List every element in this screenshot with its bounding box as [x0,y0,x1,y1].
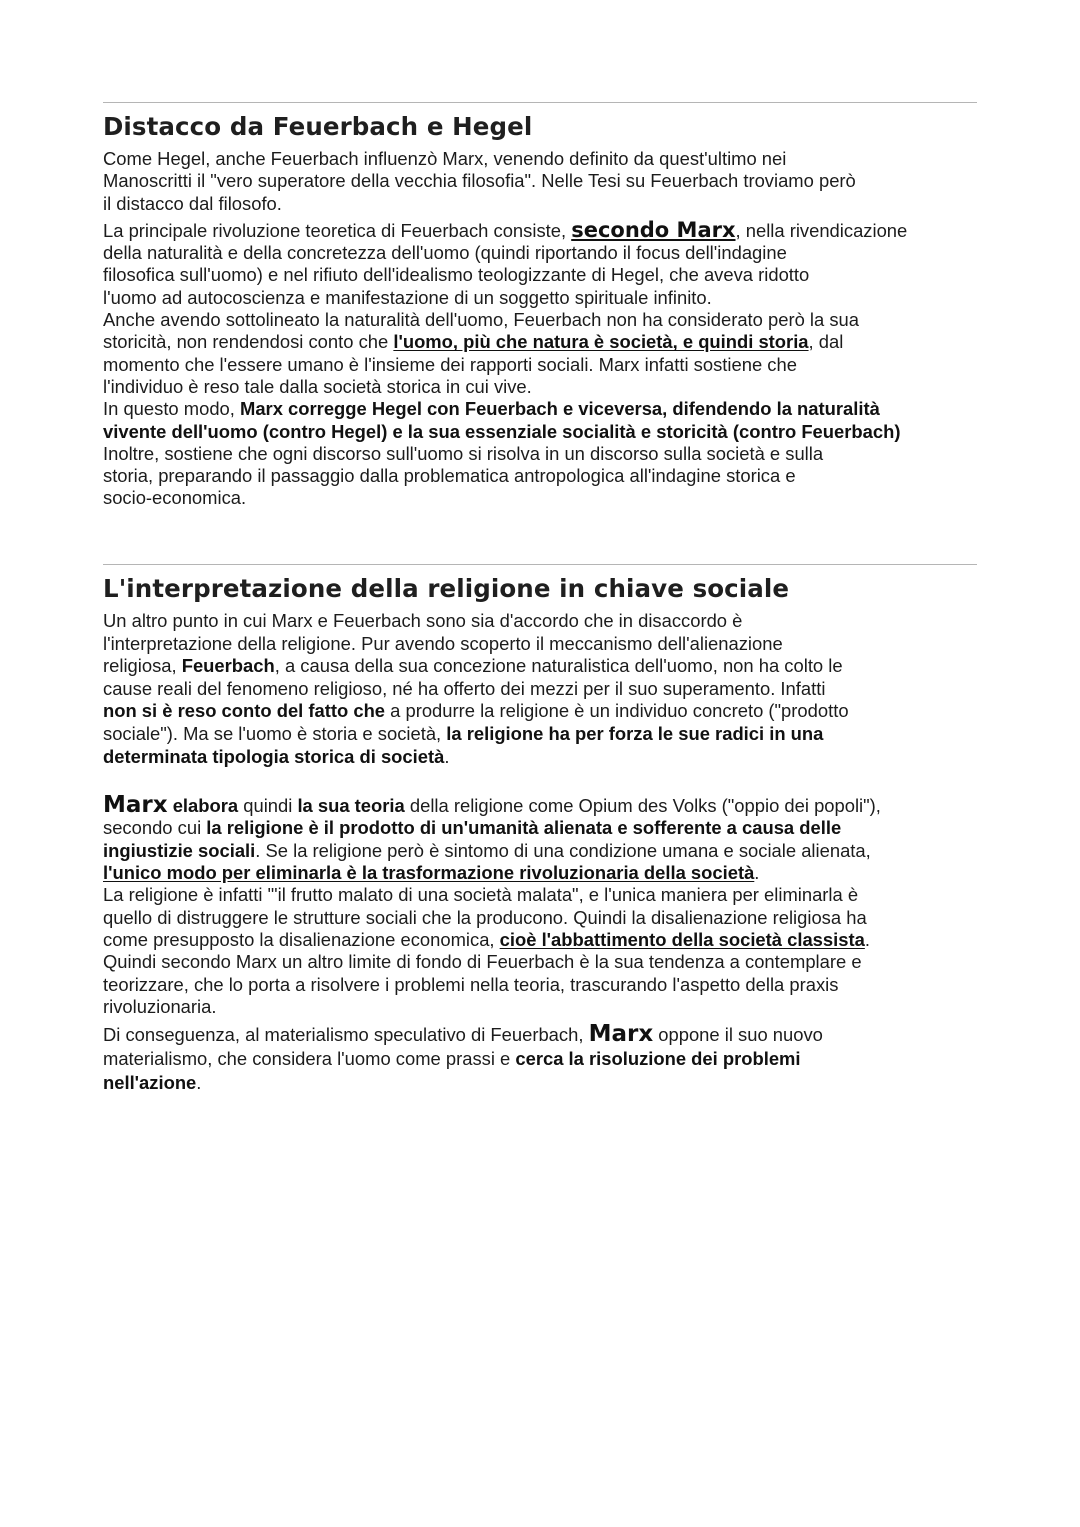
section-title: L'interpretazione della religione in chiave sociale [103,574,790,603]
section-feuerbach-hegel [103,102,977,510]
emphasis-abbattimento: cioè l'abbattimento della società classista [499,928,865,950]
section-title: Distacco da Feuerbach e Hegel [103,112,533,141]
emphasis-secondo-marx: secondo Marx [571,217,736,242]
section-divider [103,564,977,565]
paragraph-main: La principale rivoluzione teoretica di Feuerbach consiste, secondo Marx, nella rivendicazione della naturalità e della concretezza dell'uomo (quindi riportando il focus dell'indagine filosofica sull'uomo) e nel rifiuto dell'idealismo teologizzante di Hegel, che aveva ridotto l'uomo ad autocoscienza e manifestazione di un soggetto spirituale infinito. Anche avendo sottolineato la naturalità dell'uomo, Feuerbach non ha considerato però la sua storicità, non rendendosi conto che l'uomo, più che natura è società, e quindi storia, dal momento che l'essere umano è l'insieme dei rapporti sociali. Marx infatti sostiene che l'individuo è reso tale dalla società storica in cui vive. In questo modo, Marx corregge Hegel con Feuerbach e viceversa, difendendo la naturalità vivente dell'uomo (contro Hegel) e la sua essenziale socialità e storicità (contro Feuerbach) Inoltre, sostiene che ogni discorso sull'uomo si risolva in un discorso sulla società e sulla storia, preparando il passaggio dalla problematica antropologica all'indagine storica e socio-economica. [103,217,908,509]
emphasis-uomo-storia: l'uomo, più che natura è società, e quindi storia [393,331,809,353]
emphasis-trasformazione: l'unico modo per eliminarla è la trasformazione rivoluzionaria della società [103,862,755,884]
paragraph-intro: Come Hegel, anche Feuerbach influenzò Marx, venendo definito da quest'ultimo nei Manoscritti il "vero superatore della vecchia filosofia". Nelle Tesi su Feuerbach troviamo però il distacco dal filosofo. [103,148,856,214]
paragraph-religione-3: Di conseguenza, al materialismo speculativo di Feuerbach, Marx oppone il suo nuovo materialismo, che considera l'uomo come prassi e cerca la risoluzione dei problemi nell'azione. [103,1021,823,1094]
section-divider [103,102,977,103]
paragraph-religione-1: Un altro punto in cui Marx e Feuerbach sono sia d'accordo che in disaccordo è l'interpretazione della religione. Pur avendo scoperto il meccanismo dell'alienazione religiosa, Feuerbach, a causa della sua concezione naturalistica dell'uomo, non ha colto le cause reali del fenomeno religioso, né ha offerto dei mezzi per il suo superamento. Infatti non si è reso conto del fatto che a produrre la religione è un individuo concreto ("prodotto sociale"). Ma se l'uomo è storia e società, la religione ha per forza le sue radici in una determinata tipologia storica di società. [103,610,849,767]
section-religione [103,564,977,1095]
paragraph-religione-2: Marx elabora quindi la sua teoria della religione come Opium des Volks ("oppio dei popoli"), secondo cui la religione è il prodotto di un'umanità alienata e sofferente a causa delle ingiustizie sociali. Se la religione però è sintomo di una condizione umana e sociale alienata, l'unico modo per eliminarla è la trasformazione rivoluzionaria della società. La religione è infatti "'il frutto malato di una società malata", e l'unica maniera per eliminarla è quello di distruggere le strutture sociali che la producono. Quindi la disalienazione religiosa ha come presupposto la disalienazione economica, cioè l'abbattimento della società classista. Quindi secondo Marx un altro limite di fondo di Feuerbach è la sua tendenza a contemplare e teorizzare, che lo porta a risolvere i problemi nella teoria, trascurando l'aspetto della praxis rivoluzionaria. [103,792,881,1017]
